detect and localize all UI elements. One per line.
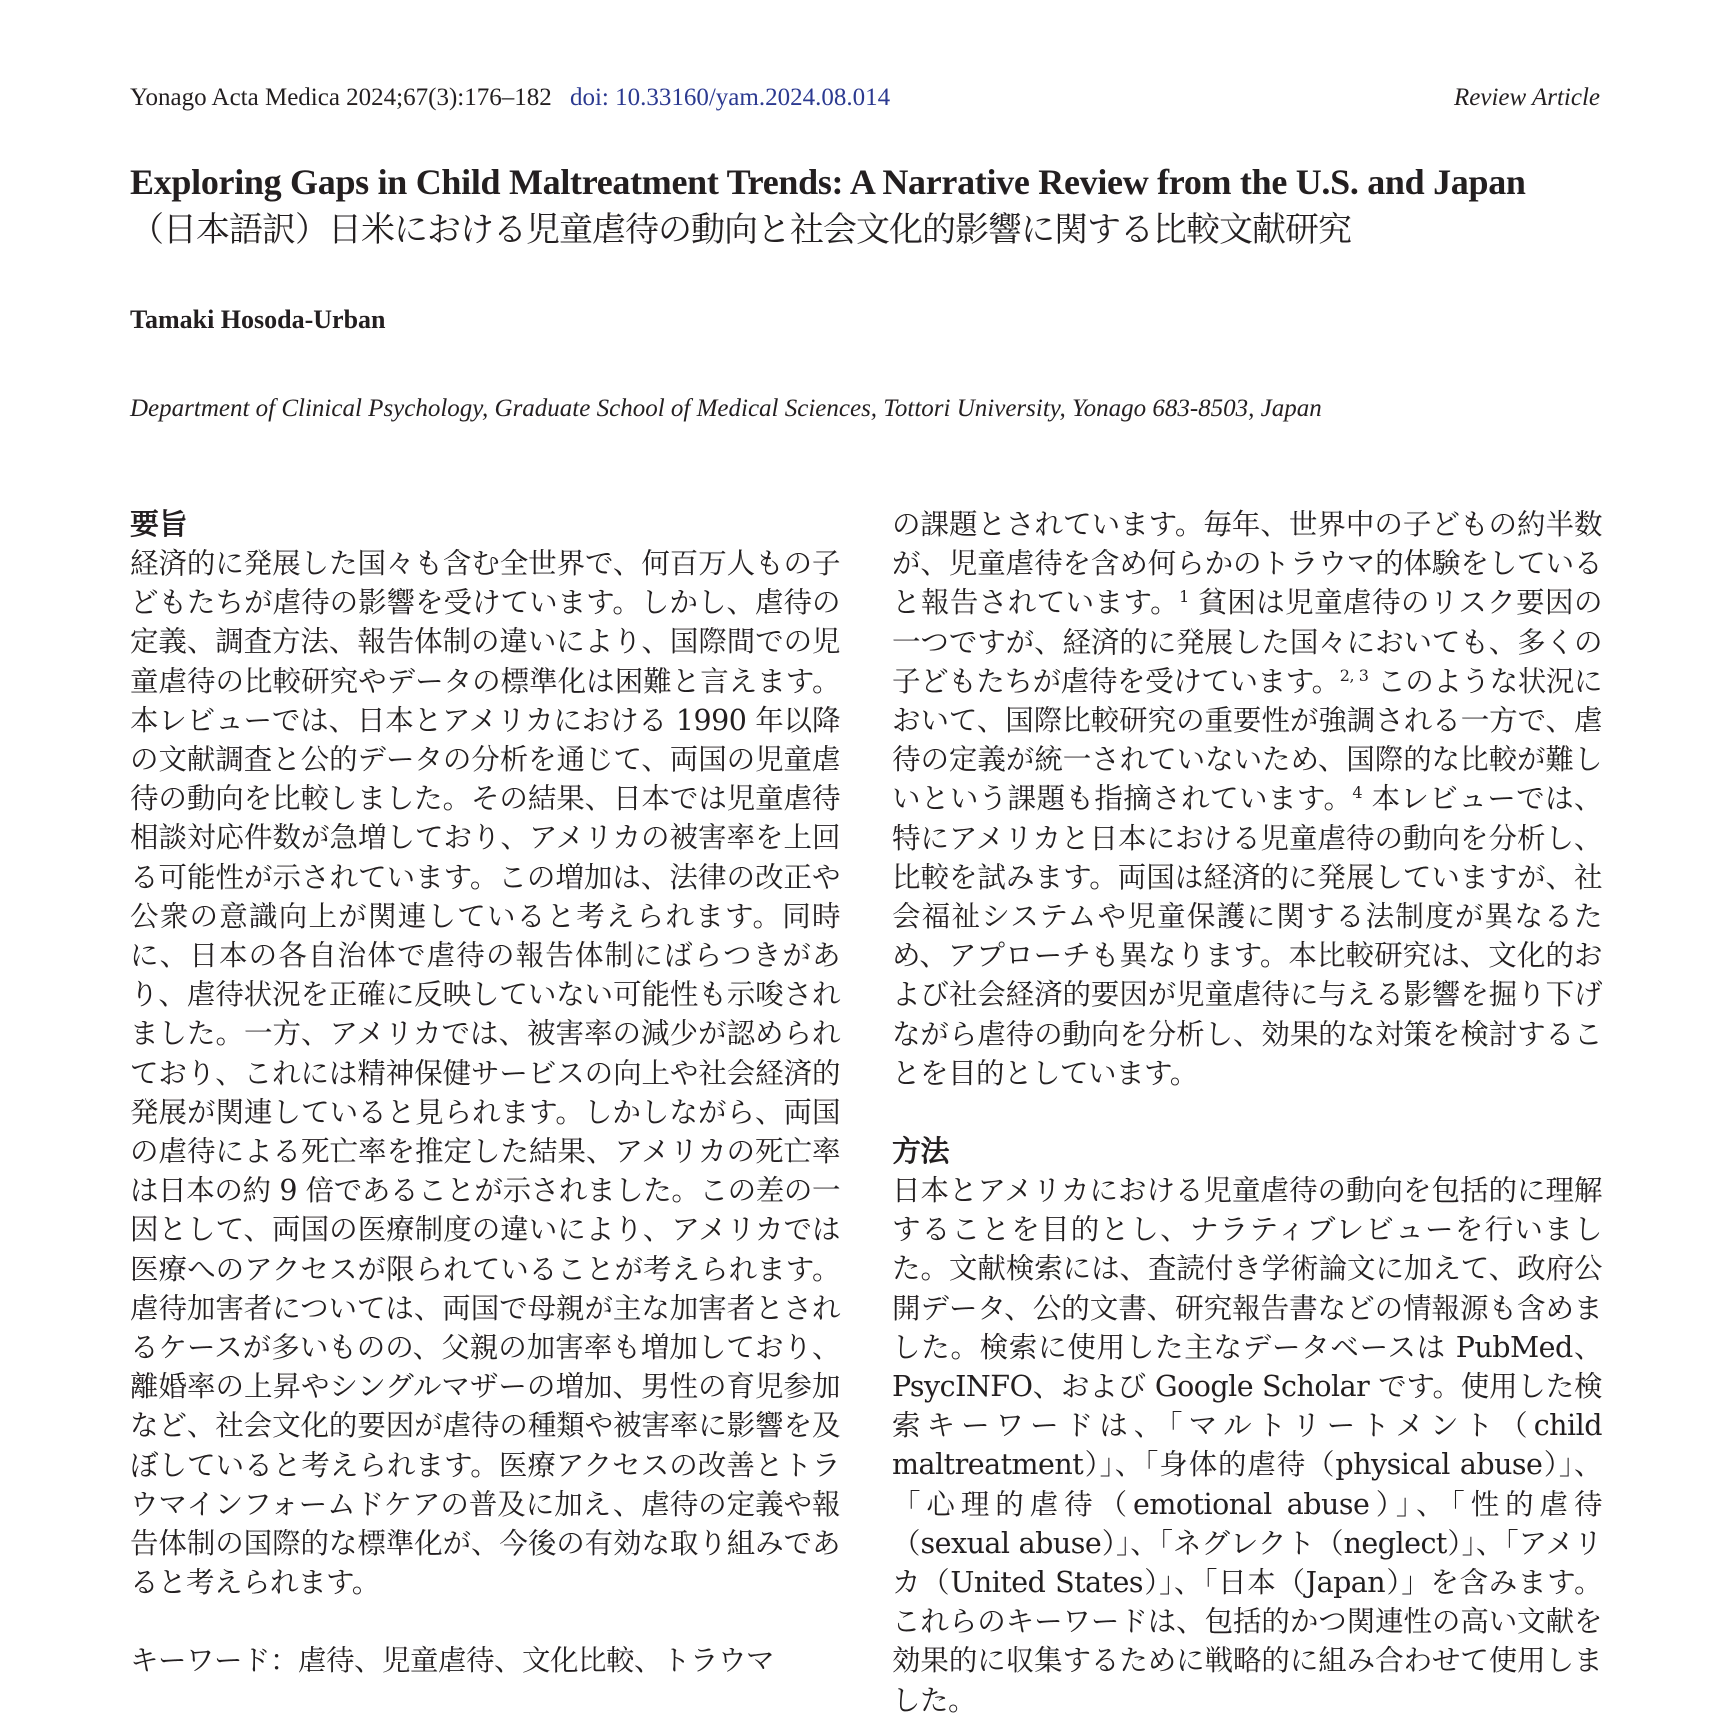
journal-citation: Yonago Acta Medica 2024;67(3):176–182 [130,84,552,111]
left-column [130,505,840,1681]
title-japanese: （日本語訳）日米における児童虐待の動向と社会文化的影響に関する比較文献研究 [130,210,1351,250]
introduction-body [892,505,1602,1093]
abstract-body: 経済的に発展した国々も含む全世界で、何百万人もの子どもたちが虐待の影響を受けています。しかし、虐待の定義、調査方法、報告体制の違いにより、国際間での児童虐待の比較研究やデータの標準化は困難と言えます。本レビューでは、日本とアメリカにおける 1990 年以降の文献調査と公的データの分析を通じて、両国の児童虐待の動向を比較しました。その結果、日本では児童虐待相談対応件数が急増しており、アメリカの被害率を上回る可能性が示されています。この増加は、法律の改正や公衆の意識向上が関連していると考えられます。同時に、日本の各自治体で虐待の報告体制にばらつきがあり、虐待状況を正確に反映していない可能性も示唆されました。一方、アメリカでは、被害率の減少が認められており、これには精神保健サービスの向上や社会経済的発展が関連していると見られます。しかしながら、両国の虐待による死亡率を推定した結果、アメリカの死亡率は日本の約 9 倍であることが示されました。この差の一因として、両国の医療制度の違いにより、アメリカでは医療へのアクセスが限られていることが考えられます。虐待加害者については、両国で母親が主な加害者とされるケースが多いものの、父親の加害率も増加しており、離婚率の上昇やシングルマザーの増加、男性の育児参加など、社会文化的要因が虐待の種類や被害率に影響を及ぼしていると考えられます。医療アクセスの改善とトラウマインフォームドケアの普及に加え、虐待の定義や報告体制の国際的な標準化が、今後の有効な取り組みであると考えられます。 [130,547,840,1600]
citation-ref[interactable]: 2, 3 [1339,665,1369,685]
methods-heading: 方法 [892,1134,950,1169]
intro-segment: 本レビューでは、特にアメリカと日本における児童虐待の動向を分析し、比較を試みます。両国は経済的に発展していますが、社会福祉システムや児童保護に関する法制度が異なるため、アプローチも異なります。本比較研究は、文化的および社会経済的要因が児童虐待に与える影響を掘り下げながら虐待の動向を分析し、効果的な対策を検討することを目的としています。 [892,782,1602,1090]
citation-ref[interactable]: 4 [1352,783,1363,803]
section-spacer [892,1093,1602,1132]
title-english: Exploring Gaps in Child Maltreatment Trends: A Narrative Review from the U.S. and Japan [130,162,1526,202]
article-type-label: Review Article [1453,84,1600,111]
doi-link[interactable]: doi: 10.33160/yam.2024.08.014 [569,84,891,111]
author-affiliation: Department of Clinical Psychology, Graduate School of Medical Sciences, Tottori University, Yonago 683-8503, Japan [130,395,1322,422]
citation-ref[interactable]: 1 [1179,587,1189,607]
abstract-heading: 要旨 [130,507,188,541]
intro-segment: の課題とされています。毎年、世界中の子どもの約半数が、児童虐待を含め何らかのトラウマ的体験をしていると報告されています。 [892,508,1602,620]
intro-segment: 貧困は児童虐待のリスク要因の一つですが、経済的に発展した国々においても、多くの子どもたちが虐待を受けています。 [892,586,1602,698]
methods-body: 日本とアメリカにおける児童虐待の動向を包括的に理解することを目的とし、ナラティブレビューを行いました。文献検索には、査読付き学術論文に加えて、政府公開データ、公的文書、研究報告書などの情報源も含めました。検索に使用した主なデータベースは PubMed、PsycINFO、および Google Scholar です。使用した検索キーワードは、「マルトリートメント（child maltreatment）」、「身体的虐待（physical abuse）」、「心理的虐待（emotional abuse）」、「性的虐待（sexual abuse）」、「ネグレクト（neglect）」、「アメリカ（United States）」、「日本（Japan）」を含みます。これらのキーワードは、包括的かつ関連性の高い文献を効果的に収集するために戦略的に組み合わせて使用しました。 [892,1174,1602,1717]
running-header [130,82,1600,114]
intro-segment: このような状況において、国際比較研究の重要性が強調される一方で、虐待の定義が統一されていないため、国際的な比較が難しいという課題も指摘されています。 [892,664,1603,816]
right-column [892,505,1602,1720]
section-spacer [130,1602,840,1641]
keywords-line: キーワード：虐待、児童虐待、文化比較、トラウマ [130,1644,775,1678]
author-name: Tamaki Hosoda-Urban [130,305,386,334]
